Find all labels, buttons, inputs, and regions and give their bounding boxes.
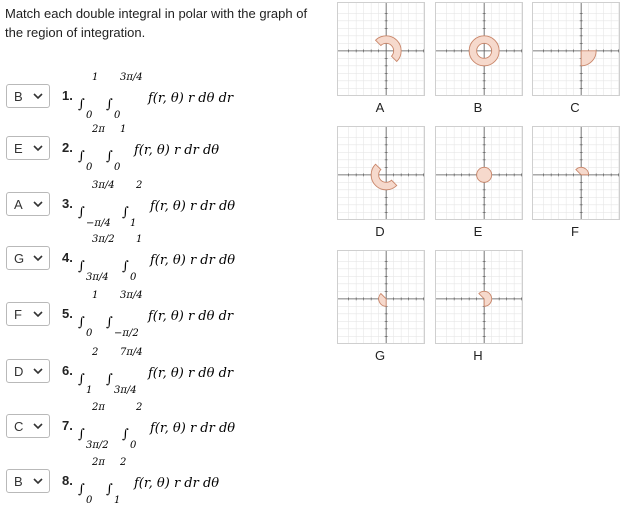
chevron-down-icon [32, 474, 44, 488]
question-row-4 [0, 232, 330, 284]
region-graph-f [532, 126, 620, 239]
inner-upper-limit: 2 [136, 180, 143, 191]
outer-lower-limit: 0 [86, 110, 93, 121]
inner-upper-limit: 2 [120, 457, 127, 468]
graph-label: G [374, 348, 386, 363]
outer-integral-sign: ∫ [78, 259, 85, 274]
integrand: f(r, θ) r dr dθ [150, 421, 236, 436]
graph-label: E [473, 224, 483, 239]
region-of-integration [371, 164, 397, 190]
polar-plot [435, 126, 523, 220]
chevron-down-icon [32, 419, 44, 433]
inner-upper-limit: 1 [120, 124, 127, 135]
region-graph-h [435, 250, 523, 363]
inner-integral-sign: ∫ [106, 315, 113, 330]
inner-lower-limit: 1 [130, 218, 137, 229]
instructions-text: Match each double integral in polar with the graph of the region of integration. [5, 6, 308, 40]
outer-integral-sign: ∫ [78, 315, 85, 330]
region-of-integration [576, 167, 589, 175]
inner-lower-limit: 0 [114, 110, 121, 121]
answer-select-value: C [14, 419, 24, 434]
outer-lower-limit: 3π/2 [86, 440, 109, 451]
inner-lower-limit: 0 [130, 440, 137, 451]
inner-integral-sign: ∫ [106, 482, 113, 497]
outer-integral-sign: ∫ [78, 372, 85, 387]
polar-plot [337, 126, 425, 220]
inner-upper-limit: 3π/4 [120, 290, 143, 301]
question-row-6 [0, 345, 330, 397]
answer-select-value: A [14, 197, 23, 212]
answer-select[interactable] [6, 136, 50, 160]
outer-lower-limit: 0 [86, 328, 93, 339]
region-of-integration [379, 294, 387, 307]
double-integral [76, 122, 316, 174]
inner-integral-sign: ∫ [122, 427, 129, 442]
outer-upper-limit: 2π [92, 124, 105, 135]
polar-plot [435, 250, 523, 344]
inner-integral-sign: ∫ [106, 149, 113, 164]
question-row-2 [0, 122, 330, 174]
question-row-7 [0, 400, 330, 452]
integrand: f(r, θ) r dθ dr [148, 366, 234, 381]
integrand: f(r, θ) r dr dθ [134, 476, 220, 491]
inner-lower-limit: 3π/4 [114, 385, 137, 396]
question-number: 2. [62, 140, 73, 155]
graph-label: B [473, 100, 483, 115]
outer-integral-sign: ∫ [78, 427, 85, 442]
inner-integral-sign: ∫ [106, 97, 113, 112]
graph-label: A [375, 100, 385, 115]
polar-plot [337, 250, 425, 344]
graph-label: F [571, 224, 579, 239]
polar-plot [337, 2, 425, 96]
outer-integral-sign: ∫ [78, 205, 85, 220]
double-integral [76, 288, 316, 340]
answer-select[interactable] [6, 84, 50, 108]
region-graph-g [337, 250, 425, 363]
answer-select-value: D [14, 364, 24, 379]
graph-label: C [570, 100, 580, 115]
question-number: 8. [62, 473, 73, 488]
region-graph-b [435, 2, 523, 115]
region-of-integration [376, 36, 402, 62]
integrand: f(r, θ) r dθ dr [148, 309, 234, 324]
polar-plot [435, 2, 523, 96]
answer-select-value: F [14, 307, 22, 322]
chevron-down-icon [32, 364, 44, 378]
integrand: f(r, θ) r dr dθ [150, 199, 236, 214]
outer-lower-limit: 1 [86, 385, 93, 396]
outer-upper-limit: 2π [92, 457, 105, 468]
answer-select[interactable] [6, 359, 50, 383]
graph-label: H [473, 348, 483, 363]
chevron-down-icon [32, 251, 44, 265]
question-number: 1. [62, 88, 73, 103]
integrand: f(r, θ) r dθ dr [148, 91, 234, 106]
inner-lower-limit: 1 [114, 495, 121, 506]
outer-integral-sign: ∫ [78, 149, 85, 164]
region-graph-c [532, 2, 620, 115]
question-number: 7. [62, 418, 73, 433]
chevron-down-icon [32, 141, 44, 155]
outer-lower-limit: −π/4 [86, 218, 111, 229]
answer-select[interactable] [6, 469, 50, 493]
inner-upper-limit: 2 [136, 402, 143, 413]
double-integral [76, 178, 316, 230]
polar-plot [532, 2, 620, 96]
inner-lower-limit: 0 [130, 272, 137, 283]
double-integral [76, 232, 316, 284]
outer-upper-limit: 1 [92, 290, 99, 301]
region-graph-a [337, 2, 425, 115]
question-number: 5. [62, 306, 73, 321]
question-number: 3. [62, 196, 73, 211]
chevron-down-icon [32, 307, 44, 321]
outer-lower-limit: 3π/4 [86, 272, 109, 283]
outer-integral-sign: ∫ [78, 97, 85, 112]
question-row-8 [0, 455, 330, 507]
answer-select-value: B [14, 89, 23, 104]
question-number: 6. [62, 363, 73, 378]
outer-upper-limit: 3π/2 [92, 234, 115, 245]
answer-select-value: B [14, 474, 23, 489]
question-row-1 [0, 70, 330, 122]
inner-integral-sign: ∫ [122, 205, 129, 220]
outer-upper-limit: 2π [92, 402, 105, 413]
inner-upper-limit: 1 [136, 234, 143, 245]
inner-upper-limit: 7π/4 [120, 347, 143, 358]
chevron-down-icon [32, 197, 44, 211]
answer-select-value: E [14, 141, 23, 156]
double-integral [76, 70, 316, 122]
answer-select[interactable] [6, 192, 50, 216]
inner-integral-sign: ∫ [122, 259, 129, 274]
region-graph-d [337, 126, 425, 239]
double-integral [76, 455, 316, 507]
answer-select-value: G [14, 251, 25, 266]
question-row-3 [0, 178, 330, 230]
chevron-down-icon [32, 89, 44, 103]
outer-upper-limit: 1 [92, 72, 99, 83]
polar-plot [532, 126, 620, 220]
inner-integral-sign: ∫ [106, 372, 113, 387]
graph-label: D [375, 224, 385, 239]
outer-upper-limit: 2 [92, 347, 99, 358]
inner-upper-limit: 3π/4 [120, 72, 143, 83]
answer-select[interactable] [6, 302, 50, 326]
double-integral [76, 400, 316, 452]
outer-upper-limit: 3π/4 [92, 180, 115, 191]
inner-lower-limit: 0 [114, 162, 121, 173]
answer-select[interactable] [6, 246, 50, 270]
question-number: 4. [62, 250, 73, 265]
question-row-5 [0, 288, 330, 340]
outer-lower-limit: 0 [86, 495, 93, 506]
outer-lower-limit: 0 [86, 162, 93, 173]
integrand: f(r, θ) r dr dθ [150, 253, 236, 268]
inner-lower-limit: −π/2 [114, 328, 139, 339]
integrand: f(r, θ) r dr dθ [134, 143, 220, 158]
answer-select[interactable] [6, 414, 50, 438]
region-graph-e [435, 126, 523, 239]
outer-integral-sign: ∫ [78, 482, 85, 497]
double-integral [76, 345, 316, 397]
region-of-integration [477, 167, 492, 182]
region-of-integration [581, 51, 596, 66]
